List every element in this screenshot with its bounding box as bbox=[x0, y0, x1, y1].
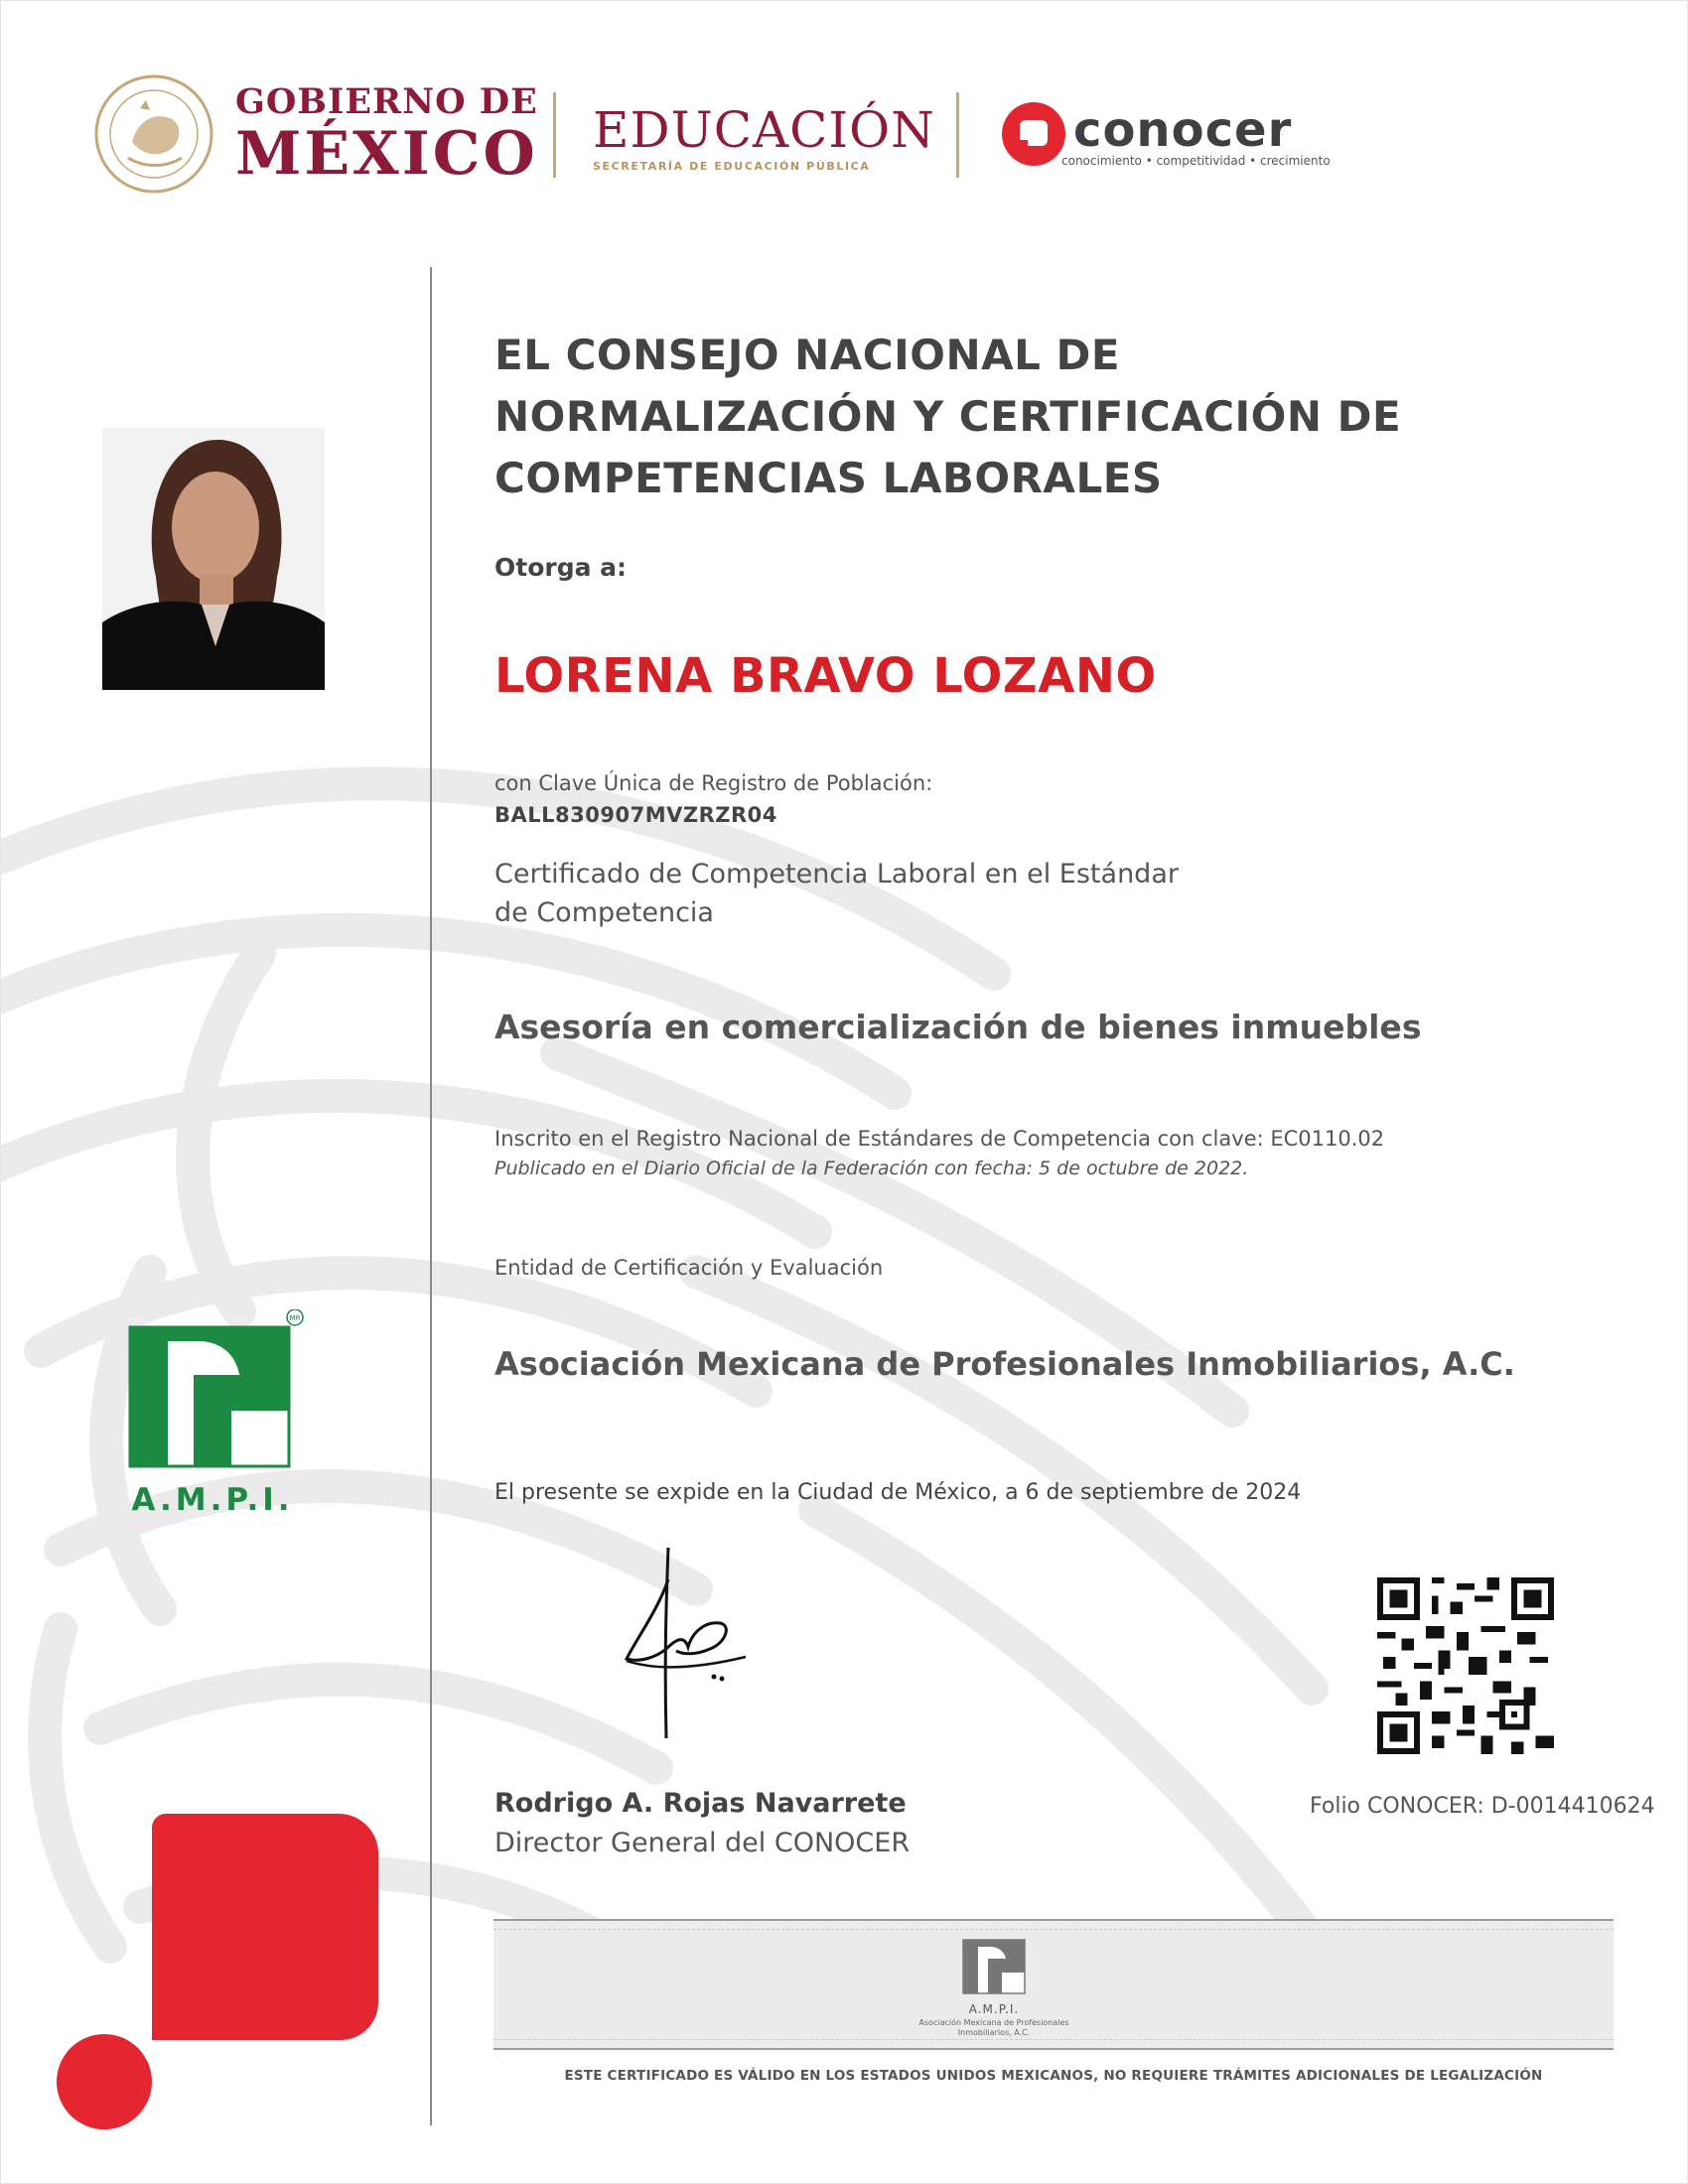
ampi-mini-subtitle: Asociación Mexicana de Profesionales Inmobiliarios, A.C. bbox=[918, 2018, 1069, 2037]
conocer-tagline: conocimiento • competitividad • crecimiento bbox=[1061, 154, 1331, 168]
ampi-mr-mark: MR bbox=[289, 1314, 301, 1322]
issuer-line: NORMALIZACIÓN Y CERTIFICACIÓN DE bbox=[494, 392, 1402, 441]
educacion-subtitle: SECRETARÍA DE EDUCACIÓN PÚBLICA bbox=[593, 160, 871, 173]
signature-icon bbox=[597, 1540, 775, 1778]
signer-name: Rodrigo A. Rojas Navarrete bbox=[494, 1788, 907, 1819]
signer-title: Director General del CONOCER bbox=[494, 1828, 911, 1858]
content-divider bbox=[430, 267, 432, 2125]
issuer-line: EL CONSEJO NACIONAL DE bbox=[494, 331, 1121, 379]
decorative-red-square bbox=[152, 1814, 378, 2040]
header-divider bbox=[553, 92, 556, 178]
recipient-name: LORENA BRAVO LOZANO bbox=[494, 648, 1157, 704]
ampi-mini-label: A.M.P.I. bbox=[968, 2002, 1020, 2016]
issuer-heading bbox=[494, 325, 1487, 509]
folio-number: Folio CONOCER: D-0014410624 bbox=[1310, 1794, 1655, 1819]
ampi-label: A.M.P.I. bbox=[131, 1482, 294, 1518]
otorga-label: Otorga a: bbox=[494, 553, 628, 582]
issue-statement: El presente se expide en la Ciudad de México, a 6 de septiembre de 2024 bbox=[494, 1480, 1302, 1505]
gobierno-line1: GOBIERNO DE bbox=[235, 81, 538, 122]
gobierno-line2: MÉXICO bbox=[235, 119, 538, 189]
publication-info: Publicado en el Diario Oficial de la Federación con fecha: 5 de octubre de 2022. bbox=[494, 1158, 1249, 1179]
conocer-name: conocer bbox=[1073, 102, 1293, 158]
gobierno-de-mexico-logo bbox=[235, 81, 538, 189]
header-divider bbox=[956, 92, 959, 178]
registry-info: Inscrito en el Registro Nacional de Estándares de Competencia con clave: EC0110.02 bbox=[494, 1127, 1385, 1151]
certificate-type-line: de Competencia bbox=[494, 897, 714, 928]
mexico-coat-of-arms-icon bbox=[92, 72, 215, 196]
certificate-type-line: Certificado de Competencia Laboral en el Estándar bbox=[494, 859, 1179, 889]
entity-name: Asociación Mexicana de Profesionales Inmobiliarios, A.C. bbox=[494, 1345, 1515, 1383]
recipient-photo bbox=[102, 428, 325, 690]
qr-code-icon[interactable] bbox=[1377, 1577, 1554, 1754]
standard-name: Asesoría en comercialización de bienes inmuebles bbox=[494, 1008, 1422, 1046]
curp-label: con Clave Única de Registro de Población: bbox=[494, 771, 933, 795]
educacion-title: EDUCACIÓN bbox=[593, 101, 935, 159]
conocer-logo-icon bbox=[1000, 100, 1067, 168]
certificate-type bbox=[494, 855, 1249, 932]
ampi-mini-logo-icon bbox=[962, 1939, 1026, 1994]
educacion-logo bbox=[593, 102, 935, 173]
curp-value: BALL830907MVZRZR04 bbox=[494, 803, 777, 827]
decorative-red-dot bbox=[57, 2034, 152, 2129]
issuer-line: COMPETENCIAS LABORALES bbox=[494, 454, 1163, 502]
validity-notice: ESTE CERTIFICADO ES VÁLIDO EN LOS ESTADOS UNIDOS MEXICANOS, NO REQUIERE TRÁMITES ADICIONALES DE LEGALIZACIÓN bbox=[564, 2068, 1543, 2084]
entity-label: Entidad de Certificación y Evaluación bbox=[494, 1256, 884, 1280]
